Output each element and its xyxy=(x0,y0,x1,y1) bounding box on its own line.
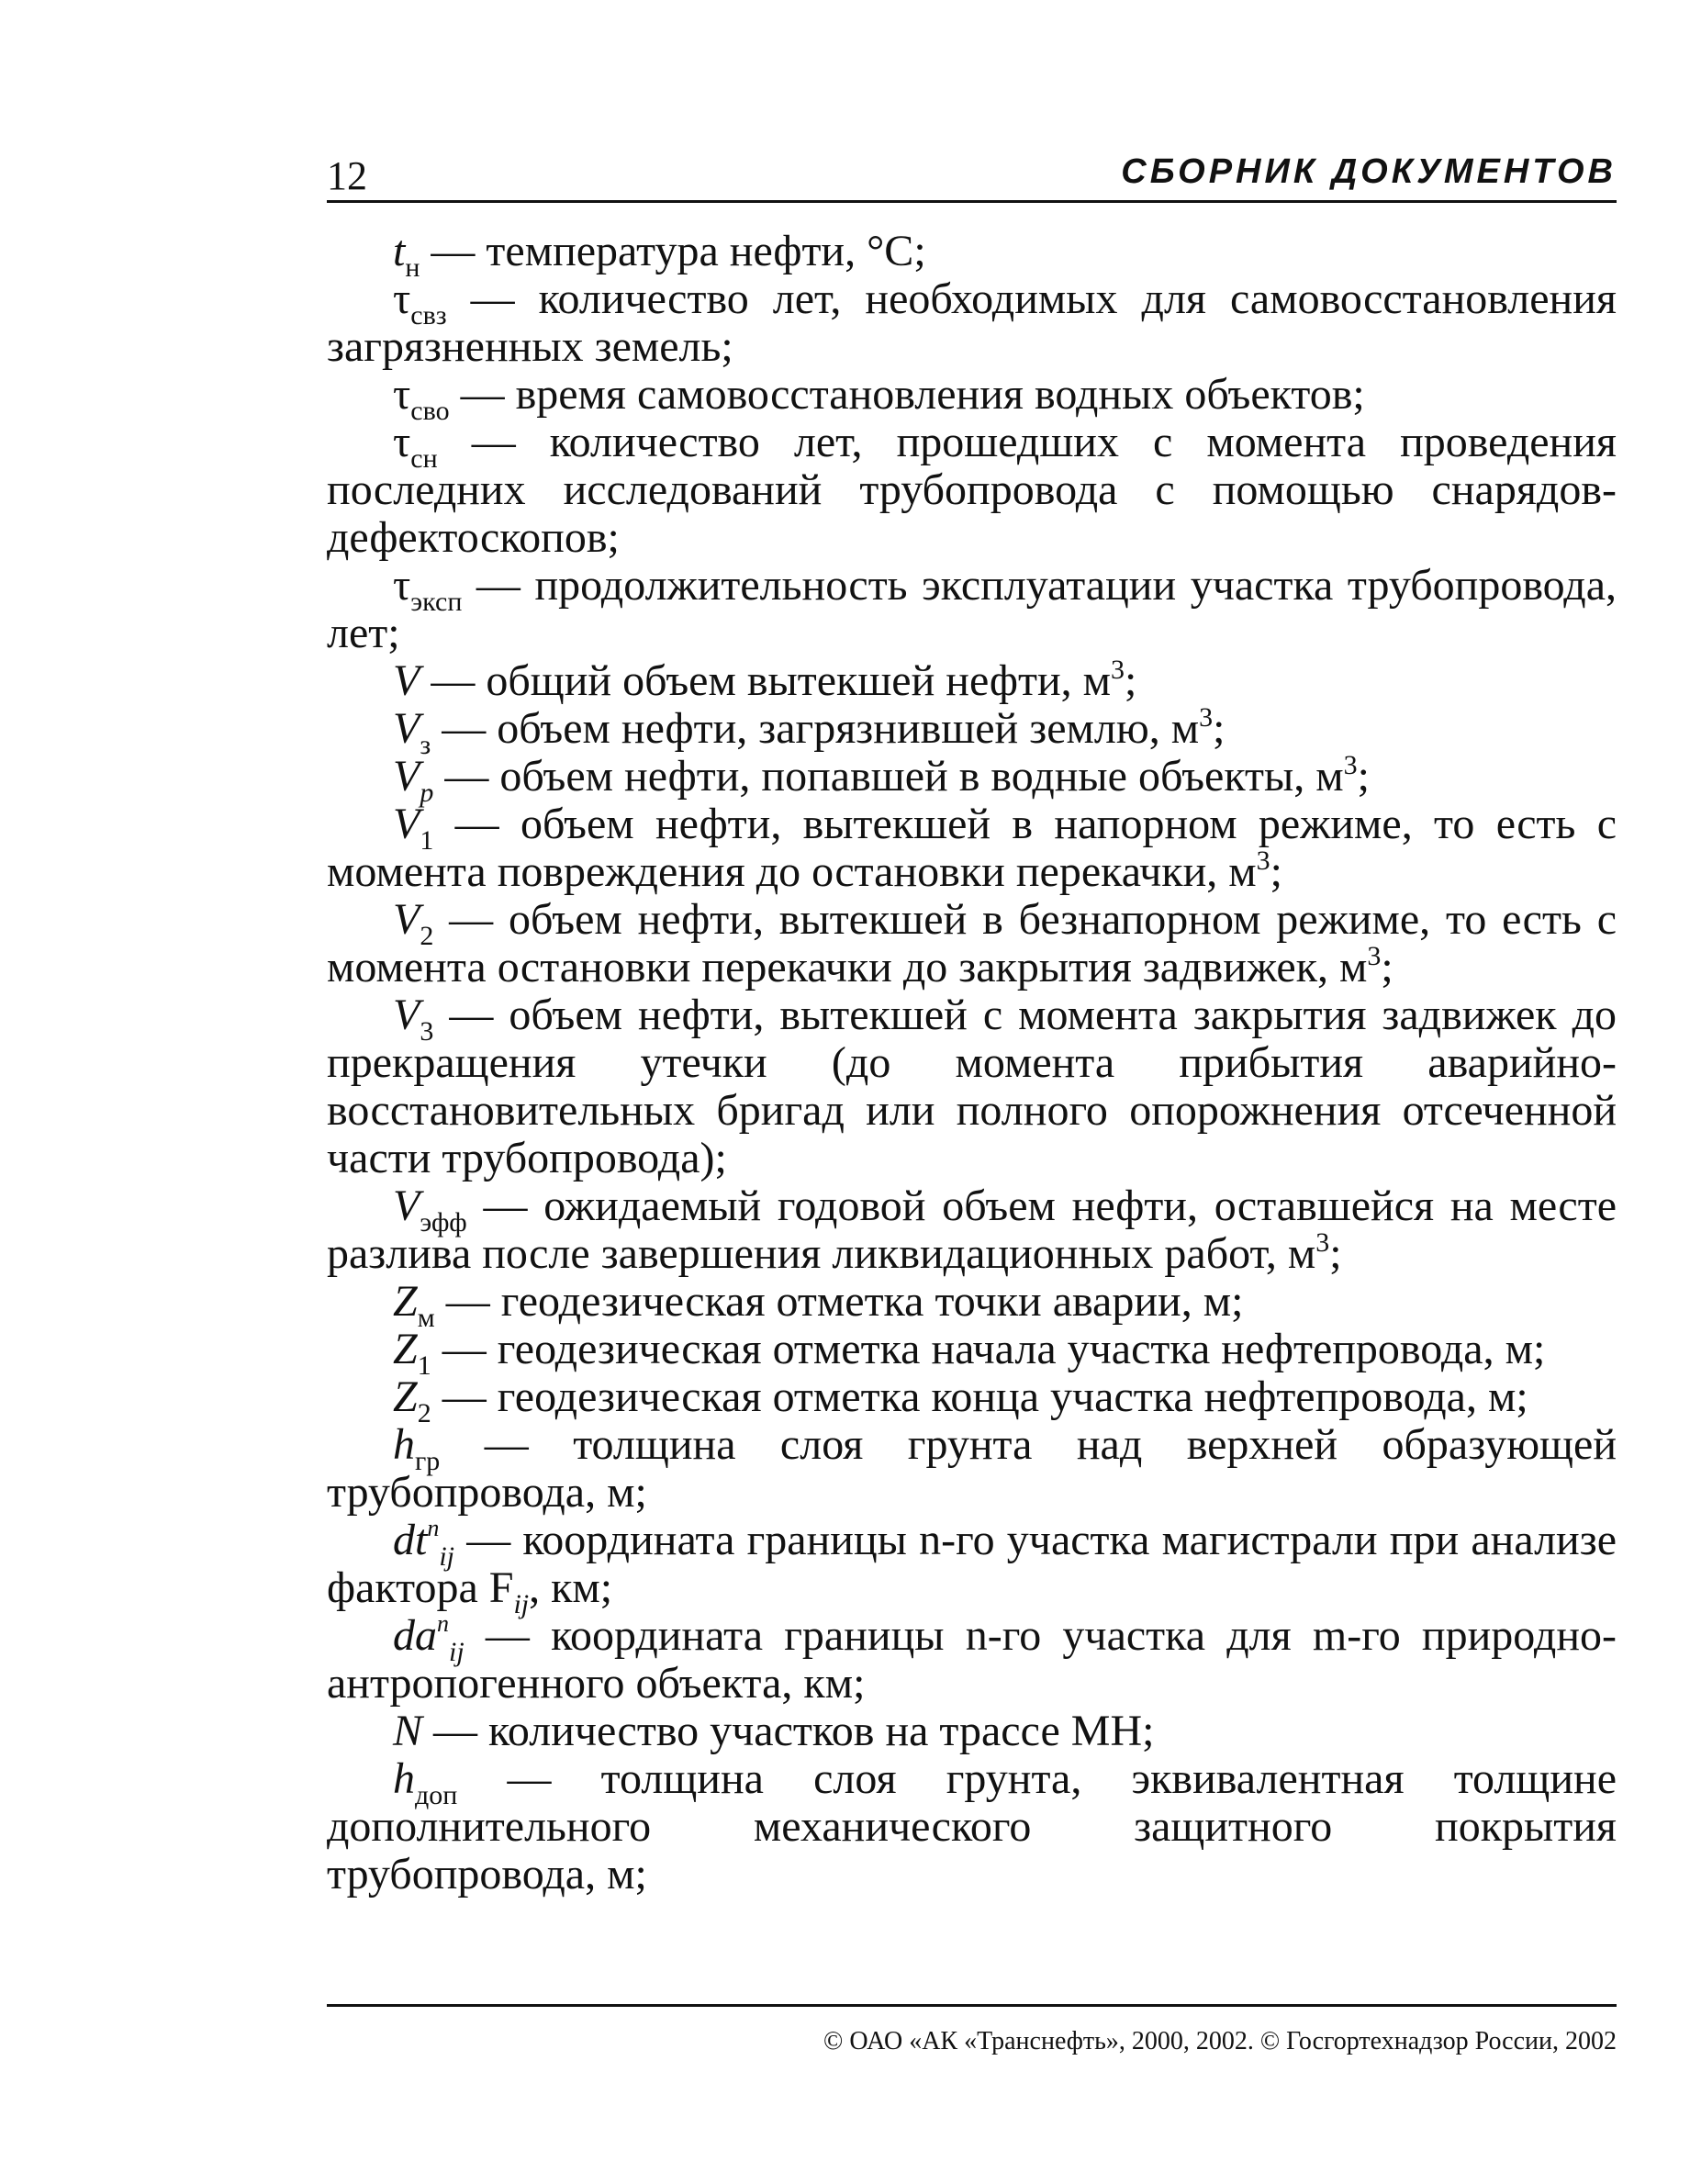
unit-superscript: 3 xyxy=(1256,846,1270,876)
definition-item xyxy=(327,1755,1617,1898)
definition-item xyxy=(327,991,1617,1182)
symbol: N xyxy=(393,1707,423,1755)
definition-end: ; xyxy=(1357,752,1370,801)
unit-superscript: 3 xyxy=(1315,1227,1330,1258)
definition-text: — толщина слоя грунта над верхней образующей трубопровода, м; xyxy=(327,1420,1617,1517)
definition-text: — время самовосстановления водных объектов; xyxy=(449,370,1365,419)
definition-item xyxy=(327,419,1617,562)
symbol: τ xyxy=(393,418,411,466)
definition-text: — температура нефти, °С; xyxy=(420,227,926,275)
symbol-subscript: 1 xyxy=(420,825,434,856)
definition-text: — координата границы n-го участка для m-го природно-антропогенного объекта, км; xyxy=(327,1611,1617,1708)
symbol-subscript: 2 xyxy=(417,1398,431,1428)
definition-text: — ожидаемый годовой объем нефти, оставшейся на месте разлива после завершения ликвидационных работ, м xyxy=(327,1182,1617,1278)
symbol: τ xyxy=(393,274,411,323)
definition-text: — объем нефти, попавшей в водные объекты, м xyxy=(433,752,1344,801)
unit-superscript: 3 xyxy=(1111,655,1125,685)
symbol-subscript: эксп xyxy=(410,587,463,617)
definition-text: — геодезическая отметка конца участка нефтепровода, м; xyxy=(431,1372,1528,1421)
symbol: V xyxy=(393,1182,420,1230)
symbol-subscript: 3 xyxy=(420,1016,434,1047)
definition-item xyxy=(327,227,1617,283)
symbol: da xyxy=(393,1611,437,1660)
definition-item xyxy=(327,1708,1617,1755)
definition-item xyxy=(327,896,1617,991)
symbol: Z xyxy=(393,1325,418,1373)
definition-item xyxy=(327,562,1617,657)
definition-text: — количество лет, необходимых для самовосстановления загрязненных земель; xyxy=(327,274,1617,371)
definition-item xyxy=(327,1372,1617,1428)
symbol: V xyxy=(393,991,420,1039)
unit-superscript: 3 xyxy=(1199,702,1214,733)
definition-item xyxy=(327,750,1617,808)
symbol-subscript: свз xyxy=(410,300,447,330)
unit-superscript: 3 xyxy=(1343,750,1358,780)
symbol: V xyxy=(393,656,420,705)
symbol: Z xyxy=(393,1277,418,1326)
definition-end: ; xyxy=(1381,943,1393,991)
page-number: 12 xyxy=(327,153,367,198)
symbol-subscript: доп xyxy=(415,1780,458,1810)
symbol-subscript: 2 xyxy=(420,921,434,951)
definition-text: — объем нефти, вытекшей с момента закрытия задвижек до прекращения утечки (до момента прибытия аварийно-восстановительных бригад или полного опорожнения отсеченной части трубопровода); xyxy=(327,991,1617,1182)
unit-superscript: 3 xyxy=(1367,941,1382,971)
symbol-superscript: n xyxy=(437,1610,449,1637)
definition-text: — общий объем вытекшей нефти, м xyxy=(420,656,1111,705)
definition-item xyxy=(327,1515,1617,1619)
page-footer xyxy=(327,2004,1617,2055)
symbol-subscript: ij xyxy=(449,1637,464,1667)
definition-item xyxy=(327,1182,1617,1278)
definition-item xyxy=(327,702,1617,760)
definition-text: — объем нефти, вытекшей в напорном режиме, то есть с момента повреждения до остановки перекачки, м xyxy=(327,800,1617,896)
symbol-subscript: н xyxy=(405,252,420,283)
definition-text: — геодезическая отметка начала участка нефтепровода, м; xyxy=(431,1325,1546,1373)
running-title: СБОРНИК ДОКУМЕНТОВ xyxy=(1121,152,1617,191)
definition-item xyxy=(327,1612,1617,1708)
symbol: V xyxy=(393,704,420,753)
page-header xyxy=(327,147,1617,203)
symbol-subscript: сн xyxy=(410,443,438,474)
symbol: V xyxy=(393,800,420,848)
factor-subscript: ij xyxy=(513,1589,530,1619)
symbol-superscript: n xyxy=(427,1515,440,1541)
definition-item xyxy=(327,370,1617,426)
symbol: t xyxy=(393,227,406,275)
definition-end: ; xyxy=(1125,656,1137,705)
definition-end: , км; xyxy=(529,1563,613,1612)
copyright-notice: © ОАО «АК «Транснефть», 2000, 2002. © Госгортехнадзор России, 2002 xyxy=(823,2027,1617,2055)
definition-item xyxy=(327,801,1617,896)
symbol-subscript: эфф xyxy=(420,1207,467,1238)
symbol-subscript: м xyxy=(417,1303,435,1333)
definition-end: ; xyxy=(1213,704,1226,753)
definition-item xyxy=(327,1325,1617,1381)
definition-text: — координата границы n-го участка магистрали при анализе фактора F xyxy=(327,1516,1617,1612)
symbol-subscript: р xyxy=(420,778,434,808)
definition-end: ; xyxy=(1329,1229,1342,1278)
symbol: V xyxy=(393,895,420,944)
definition-item xyxy=(327,275,1617,371)
definition-text: — количество лет, прошедших с момента проведения последних исследований трубопровода с помощью снарядов-дефектоскопов; xyxy=(327,418,1617,562)
definitions-list xyxy=(327,228,1617,1898)
definition-item xyxy=(327,1277,1617,1333)
symbol-subscript: ij xyxy=(439,1541,455,1572)
definition-item xyxy=(327,657,1617,705)
symbol-subscript: сво xyxy=(410,396,450,426)
symbol-subscript: з xyxy=(420,730,431,760)
symbol: h xyxy=(393,1420,415,1469)
symbol: dt xyxy=(393,1516,428,1564)
definition-text: — толщина слоя грунта, эквивалентная толщине дополнительного механического защитного покрытия трубопровода, м; xyxy=(327,1754,1617,1898)
symbol-subscript: 1 xyxy=(417,1350,431,1381)
definition-text: — объем нефти, загрязнившей землю, м xyxy=(431,704,1200,753)
definition-end: ; xyxy=(1270,847,1282,896)
symbol: τ xyxy=(393,370,411,419)
symbol-subscript: гр xyxy=(415,1446,441,1476)
definition-text: — продолжительность эксплуатации участка трубопровода, лет; xyxy=(327,561,1617,657)
symbol: Z xyxy=(393,1372,418,1421)
symbol: V xyxy=(393,752,420,801)
symbol: τ xyxy=(393,561,411,610)
symbol: h xyxy=(393,1754,415,1803)
definition-text: — геодезическая отметка точки аварии, м; xyxy=(434,1277,1244,1326)
definition-item xyxy=(327,1421,1617,1517)
definition-text: — объем нефти, вытекшей в безнапорном режиме, то есть с момента остановки перекачки до закрытия задвижек, м xyxy=(327,895,1617,991)
definition-text: — количество участков на трассе МН; xyxy=(422,1707,1155,1755)
